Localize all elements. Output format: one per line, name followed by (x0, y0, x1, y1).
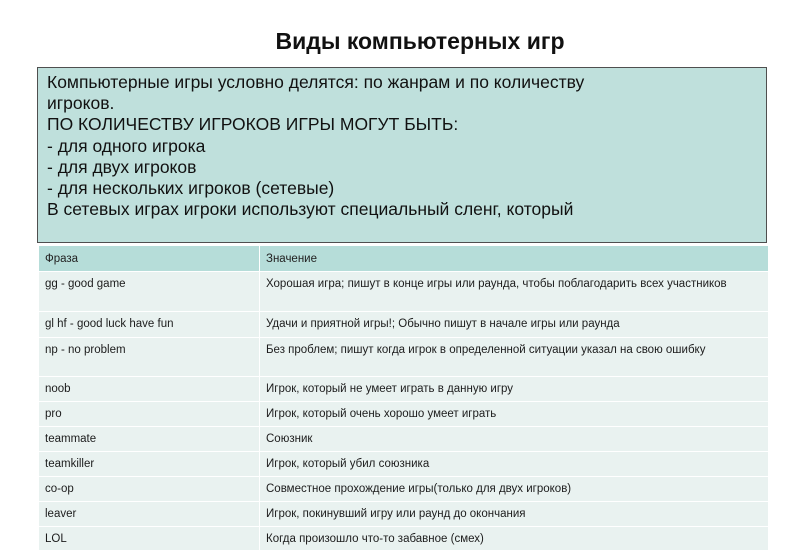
phrase-cell: LOL (39, 527, 260, 551)
phrase-cell: noob (39, 377, 260, 402)
meaning-cell: Игрок, который не умеет играть в данную игру (260, 377, 769, 402)
meaning-cell: Когда произошло что-то забавное (смех) (260, 527, 769, 551)
table-row (39, 527, 769, 551)
intro-line: ПО КОЛИЧЕСТВУ ИГРОКОВ ИГРЫ МОГУТ БЫТЬ: (47, 114, 459, 135)
phrase-cell: leaver (39, 502, 260, 527)
intro-line: игроков. (47, 93, 115, 114)
meaning-cell: Игрок, который убил союзника (260, 452, 769, 477)
table-row (39, 452, 769, 477)
meaning-cell: Игрок, который очень хорошо умеет играть (260, 402, 769, 427)
slang-table (38, 245, 769, 551)
intro-line: В сетевых играх игроки используют специальный сленг, который (47, 199, 574, 220)
intro-text-box (37, 67, 767, 243)
table-row (39, 502, 769, 527)
intro-line: Компьютерные игры условно делятся: по жанрам и по количеству (47, 72, 585, 92)
phrase-cell: teammate (39, 427, 260, 452)
table-row (39, 272, 769, 312)
phrase-cell: co-op (39, 477, 260, 502)
slide-title: Виды компьютерных игр (275, 28, 565, 54)
phrase-cell: teamkiller (39, 452, 260, 477)
table-row (39, 402, 769, 427)
phrase-cell: pro (39, 402, 260, 427)
intro-line: - для нескольких игроков (сетевые) (47, 178, 335, 199)
phrase-cell: gl hf - good luck have fun (39, 312, 260, 338)
meaning-cell: Удачи и приятной игры!; Обычно пишут в начале игры или раунда (260, 312, 769, 338)
table-row (39, 338, 769, 377)
meaning-cell: Совместное прохождение игры(только для двух игроков) (260, 477, 769, 502)
intro-line: - для двух игроков (47, 156, 197, 177)
meaning-cell: Хорошая игра; пишут в конце игры или раунда, чтобы поблагодарить всех участников (260, 272, 769, 312)
intro-line: - для одного игрока (47, 135, 206, 156)
meaning-cell: Игрок, покинувший игру или раунд до окончания (260, 502, 769, 527)
meaning-cell: Союзник (260, 427, 769, 452)
meaning-cell: Без проблем; пишут когда игрок в определенной ситуации указал на свою ошибку (260, 338, 769, 377)
table-header-row (39, 246, 769, 272)
table-row (39, 477, 769, 502)
phrase-cell: np - no problem (39, 338, 260, 377)
table-row (39, 312, 769, 338)
header-meaning: Значение (260, 246, 769, 272)
table-row (39, 377, 769, 402)
header-phrase: Фраза (39, 246, 260, 272)
table-row (39, 427, 769, 452)
phrase-cell: gg - good game (39, 272, 260, 312)
